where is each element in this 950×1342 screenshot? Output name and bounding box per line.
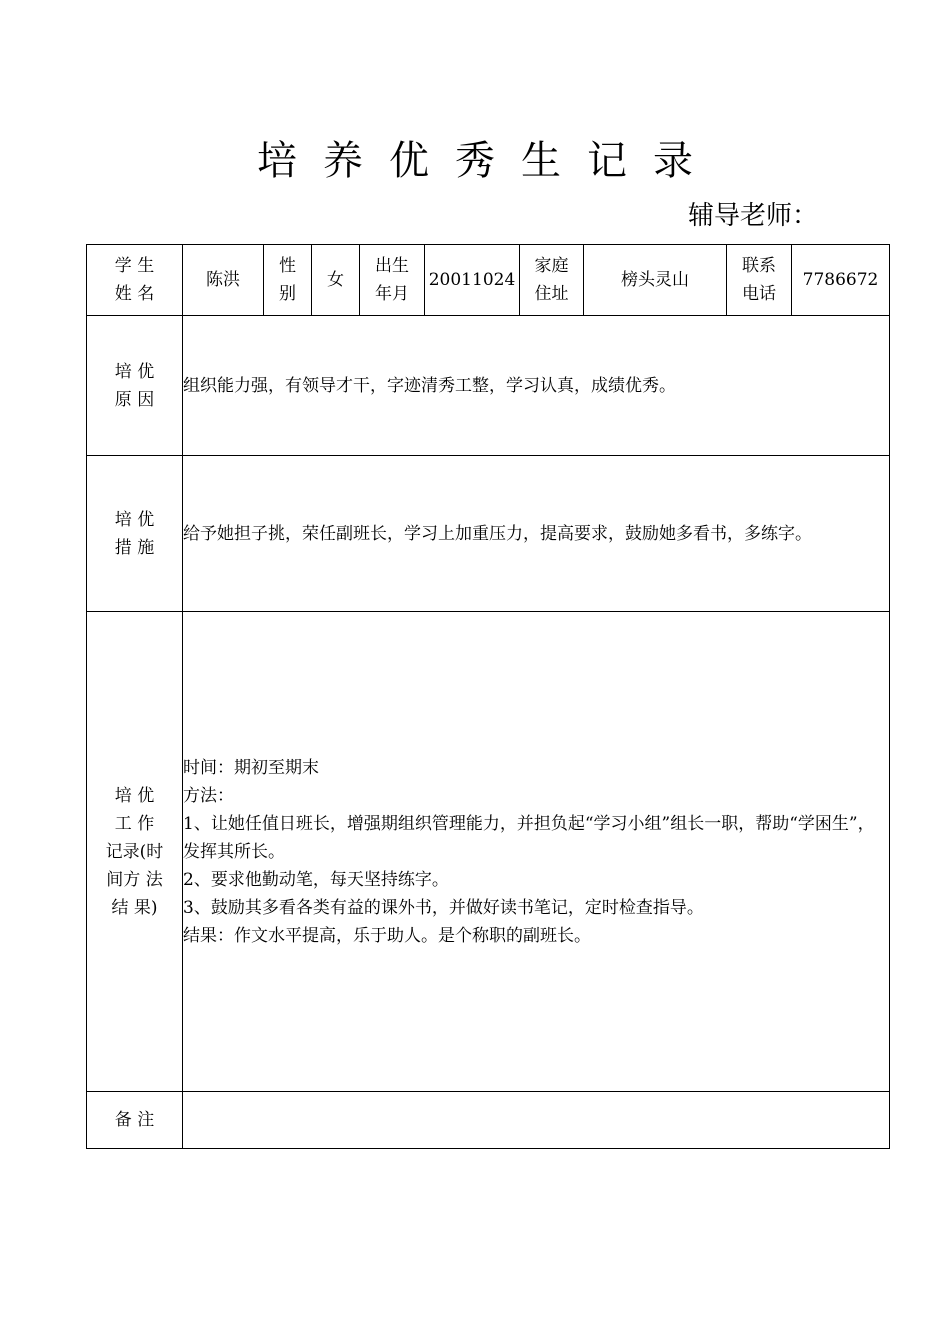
work-record-line: 1、让她任值日班长，增强期组织管理能力，并担负起“学习小组”组长一职，帮助“学困生”，发挥其所长。: [183, 813, 875, 862]
record-table: [86, 244, 890, 1149]
work-record-label-line-3: 记录(时: [105, 841, 164, 862]
name-label-line-1: 学 生: [114, 256, 155, 276]
work-record-line: 3、鼓励其多看各类有益的课外书，并做好读书笔记，定时检查指导。: [183, 897, 704, 918]
teacher-label: 辅导老师：: [688, 201, 819, 231]
birth-label-cell: [360, 245, 425, 316]
address-label-line-1: 家庭: [534, 256, 569, 276]
work-record-label-cell: [87, 612, 183, 1092]
measures-label-line-1: 培 优: [114, 509, 155, 530]
birth-label-line-1: 出生: [375, 256, 409, 276]
work-record-line: 方法：: [183, 785, 234, 806]
phone-label-line-1: 联系: [742, 256, 776, 276]
name-label-cell: [87, 245, 183, 316]
measures-label-line-2: 措 施: [114, 537, 155, 558]
phone-value: 7786672: [792, 245, 890, 316]
gender-label-cell: [264, 245, 312, 316]
reason-label-line-1: 培 优: [114, 361, 155, 382]
phone-label-cell: [727, 245, 792, 316]
work-record-line: 时间：期初至期末: [183, 757, 319, 778]
address-value: 榜头灵山: [584, 245, 727, 316]
reason-row: [87, 316, 890, 456]
reason-text: 组织能力强，有领导才干，字迹清秀工整，学习认真，成绩优秀。: [183, 316, 890, 456]
birth-label-line-2: 年月: [375, 284, 409, 304]
student-info-row: [87, 245, 890, 316]
name-value: 陈洪: [183, 245, 264, 316]
gender-value: 女: [312, 245, 360, 316]
work-record-line: 2、要求他勤动笔，每天坚持练字。: [183, 869, 449, 890]
address-label-cell: [520, 245, 584, 316]
gender-label-line-2: 别: [279, 284, 296, 304]
address-label-line-2: 住址: [534, 284, 569, 304]
remarks-row: [87, 1092, 890, 1149]
remarks-text: [183, 1092, 890, 1149]
gender-label-line-1: 性: [279, 256, 296, 276]
measures-label-cell: [87, 456, 183, 612]
work-record-label-line-2: 工 作: [114, 813, 155, 834]
work-record-label-line-4: 间方 法: [106, 869, 163, 890]
birth-value: 20011024: [425, 245, 520, 316]
remarks-label: 备 注: [87, 1092, 183, 1149]
work-record-label-line-1: 培 优: [114, 785, 155, 806]
measures-row: [87, 456, 890, 612]
name-label-line-2: 姓 名: [114, 284, 155, 304]
work-record-row: [87, 612, 890, 1092]
document-title: 培养优秀生记录: [257, 138, 719, 184]
reason-label-line-2: 原 因: [114, 389, 155, 410]
reason-label-cell: [87, 316, 183, 456]
measures-text: 给予她担子挑，荣任副班长，学习上加重压力，提高要求，鼓励她多看书，多练字。: [183, 456, 890, 612]
work-record-label-line-5: 结 果): [111, 897, 158, 918]
work-record-line: 结果：作文水平提高，乐于助人。是个称职的副班长。: [183, 925, 591, 946]
phone-label-line-2: 电话: [742, 284, 776, 304]
work-record-content: [183, 612, 890, 1092]
